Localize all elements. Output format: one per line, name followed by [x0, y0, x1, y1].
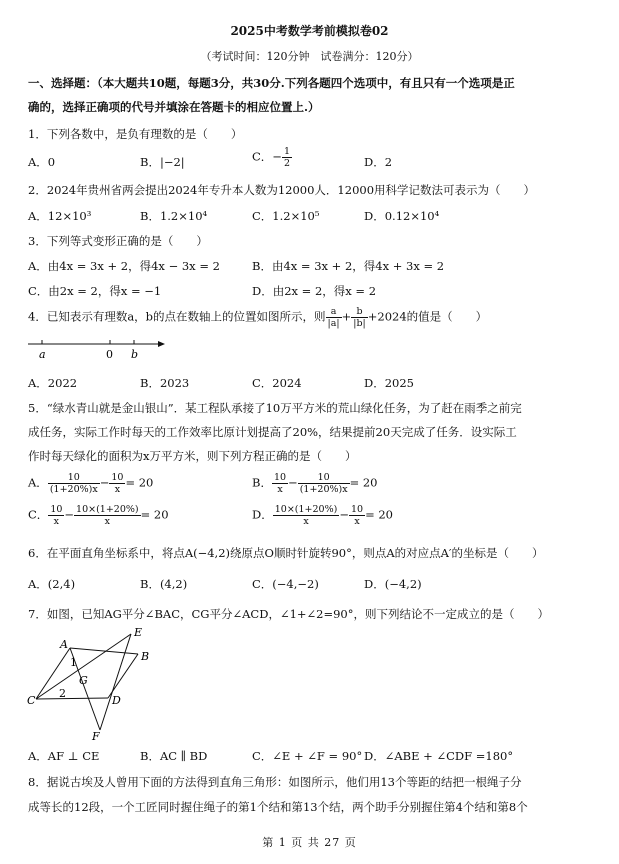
q7-option-a: A．AF ⊥ CE [28, 749, 100, 763]
q4-option-a: A．2022 [28, 376, 78, 390]
geometry-figure [26, 624, 160, 742]
q5-a-label: A． [28, 475, 48, 490]
label-angle-2: 2 [59, 687, 66, 700]
q5-a-minus: − [99, 475, 110, 490]
q5-option-a [28, 472, 153, 495]
label-F: F [92, 730, 100, 742]
q4-option-d: D．2025 [364, 376, 414, 390]
q7-option-d: D．∠ABE + ∠CDF =180° [364, 749, 514, 763]
label-D: D [112, 694, 121, 707]
q5-b-label: B． [252, 475, 272, 490]
q5-b-den2: (1+20%)x [299, 484, 348, 495]
q7-stem: 7．如图，已知AG平分∠BAC，CG平分∠ACD，∠1+∠2=90°，则下列结论不一定成立的是（ ） [28, 607, 550, 621]
q5-a-num1: 10 [48, 472, 100, 484]
q4-option-c: C．2024 [252, 376, 302, 390]
number-line-arrow-icon [158, 341, 165, 347]
q5-c-den1: x [53, 516, 60, 527]
q8-line1: 8．据说古埃及人曾用下面的方法得到直角三角形：如图所示，他们用13个等距的结把一根绳子分 [28, 775, 522, 789]
q5-c-label: C． [28, 507, 49, 522]
label-G: G [79, 674, 88, 687]
q1-option-b-value: |−2| [159, 155, 185, 169]
q4-stem [28, 306, 487, 329]
q3-option-d: D．由2x = 2，得x = 2 [252, 284, 377, 298]
q1-option-b [140, 154, 185, 170]
line-ce [36, 634, 131, 699]
q4-stem-end: +2024的值是（ ） [367, 309, 488, 324]
q1-option-d: D．2 [364, 155, 393, 169]
q8-line2: 成等长的12段，一个工匠同时握住绳子的第1个结和第13个结，两个助手分别握住第4个结和第8个 [28, 800, 528, 814]
q5-c-num2: 10×(1+20%) [76, 504, 139, 515]
q5-option-c [28, 504, 169, 527]
q5-line1: 5．“绿水青山就是金山银山”．某工程队承接了10万平方米的荒山绿化任务，为了赶在雨季之前完 [28, 401, 522, 415]
line-ef [100, 634, 131, 730]
axis-label-0: 0 [106, 348, 113, 361]
line-cd [36, 698, 108, 699]
q5-d-num1: 10×(1+20%) [274, 504, 338, 515]
q5-b-minus: − [288, 475, 298, 490]
q1-c-numerator: 1 [283, 146, 290, 157]
q5-option-b [252, 472, 378, 495]
q1-option-c-label: C．− [252, 149, 282, 164]
q2-stem: 2．2024年贵州省两会提出2024年专升本人数为12000人．12000用科学记数法可表示为（ ） [28, 183, 536, 197]
q2-option-d: D．0.12×10⁴ [364, 209, 440, 223]
q5-a-num2: 10 [111, 472, 124, 483]
q7-option-b: B．AC ∥ BD [140, 749, 208, 763]
q5-b-eq: = 20 [349, 475, 378, 490]
q2-option-a: A．12×10³ [28, 209, 92, 223]
q5-d-den1: x [303, 516, 309, 527]
q3-option-a: A．由4x = 3x + 2，得4x − 3x = 2 [28, 259, 220, 273]
label-B: B [141, 650, 150, 663]
q3-stem: 3．下列等式变形正确的是（ ） [28, 234, 208, 248]
label-C: C [27, 694, 36, 707]
q4-frac2-den: |b| [353, 318, 366, 329]
q5-a-den2: x [114, 484, 121, 495]
q7-option-c: C．∠E + ∠F = 90° [252, 749, 363, 763]
q4-frac2-num: b [351, 306, 367, 318]
q5-c-minus: − [64, 507, 75, 522]
q5-option-d [252, 504, 393, 527]
q6-option-a: A．(2,4) [28, 577, 76, 591]
q5-b-num2: 10 [298, 472, 350, 484]
q4-option-b: B．2023 [140, 376, 190, 390]
q4-plus: + [341, 309, 352, 324]
q4-stem-text: 4．已知表示有理数a，b的点在数轴上的位置如图所示，则 [28, 309, 326, 324]
line-ab [70, 648, 138, 654]
label-E: E [134, 626, 143, 639]
q5-c-eq: = 20 [140, 507, 169, 522]
q4-frac1-den: |a| [327, 318, 340, 329]
q5-b-den1: x [277, 484, 283, 495]
q5-c-num1: 10 [50, 504, 63, 515]
q5-d-den2: x [354, 516, 360, 527]
axis-label-a: a [39, 348, 46, 361]
q6-option-c: C．(−4,−2) [252, 577, 319, 591]
q3-option-c: C．由2x = 2，得x = −1 [28, 284, 162, 298]
q5-line2: 成任务，实际工作时每天的工作效率比原计划提高了20%，结果提前20天完成了任务．设实际工 [28, 425, 517, 439]
q4-frac1-num: a [326, 306, 342, 318]
page-footer: 第 1 页 共 27 页 [262, 836, 357, 849]
q2-option-b: B．1.2×10⁴ [140, 209, 208, 223]
section-heading-line1: 一、选择题：（本大题共10题，每题3分，共30分.下列各题四个选项中，有且只有一个选项是正 [28, 76, 515, 90]
q5-a-den1: (1+20%)x [49, 484, 98, 495]
q2-option-c: C．1.2×10⁵ [252, 209, 320, 223]
q5-d-label: D． [252, 507, 273, 522]
q5-a-eq: = 20 [125, 475, 154, 490]
q5-d-num2: 10 [350, 504, 364, 515]
q3-option-b: B．由4x = 3x + 2，得4x + 3x = 2 [252, 259, 445, 273]
q1-stem: 1．下列各数中，是负有理数的是（ ） [28, 127, 243, 141]
q5-b-num1: 10 [273, 472, 287, 483]
q1-option-a: A．0 [28, 155, 56, 169]
exam-info: （考试时间：120分钟 试卷满分：120分） [200, 50, 419, 63]
q5-line3: 作时每天绿化的面积为x万平方米，则下列方程正确的是（ ） [28, 449, 357, 463]
label-A: A [60, 638, 68, 651]
q1-c-denominator: 2 [283, 158, 290, 169]
q1-option-b-label: B． [140, 155, 160, 169]
q6-option-d: D．(−4,2) [364, 577, 422, 591]
axis-label-b: b [131, 348, 139, 361]
section-heading-line2: 确的，选择正确项的代号并填涂在答题卡的相应位置上.） [28, 100, 320, 114]
label-angle-1: 1 [70, 656, 77, 669]
q1-option-c [252, 146, 292, 169]
number-line [28, 336, 168, 362]
page-title: 2025中考数学考前模拟卷02 [230, 24, 389, 38]
q5-d-minus: − [339, 507, 349, 522]
q5-d-eq: = 20 [365, 507, 393, 522]
q6-stem: 6．在平面直角坐标系中，将点A(−4,2)绕原点O顺时针旋转90°，则点A的对应点A′的坐标是（ ） [28, 546, 544, 560]
q6-option-b: B．(4,2) [140, 577, 188, 591]
q5-c-den2: x [104, 516, 111, 527]
